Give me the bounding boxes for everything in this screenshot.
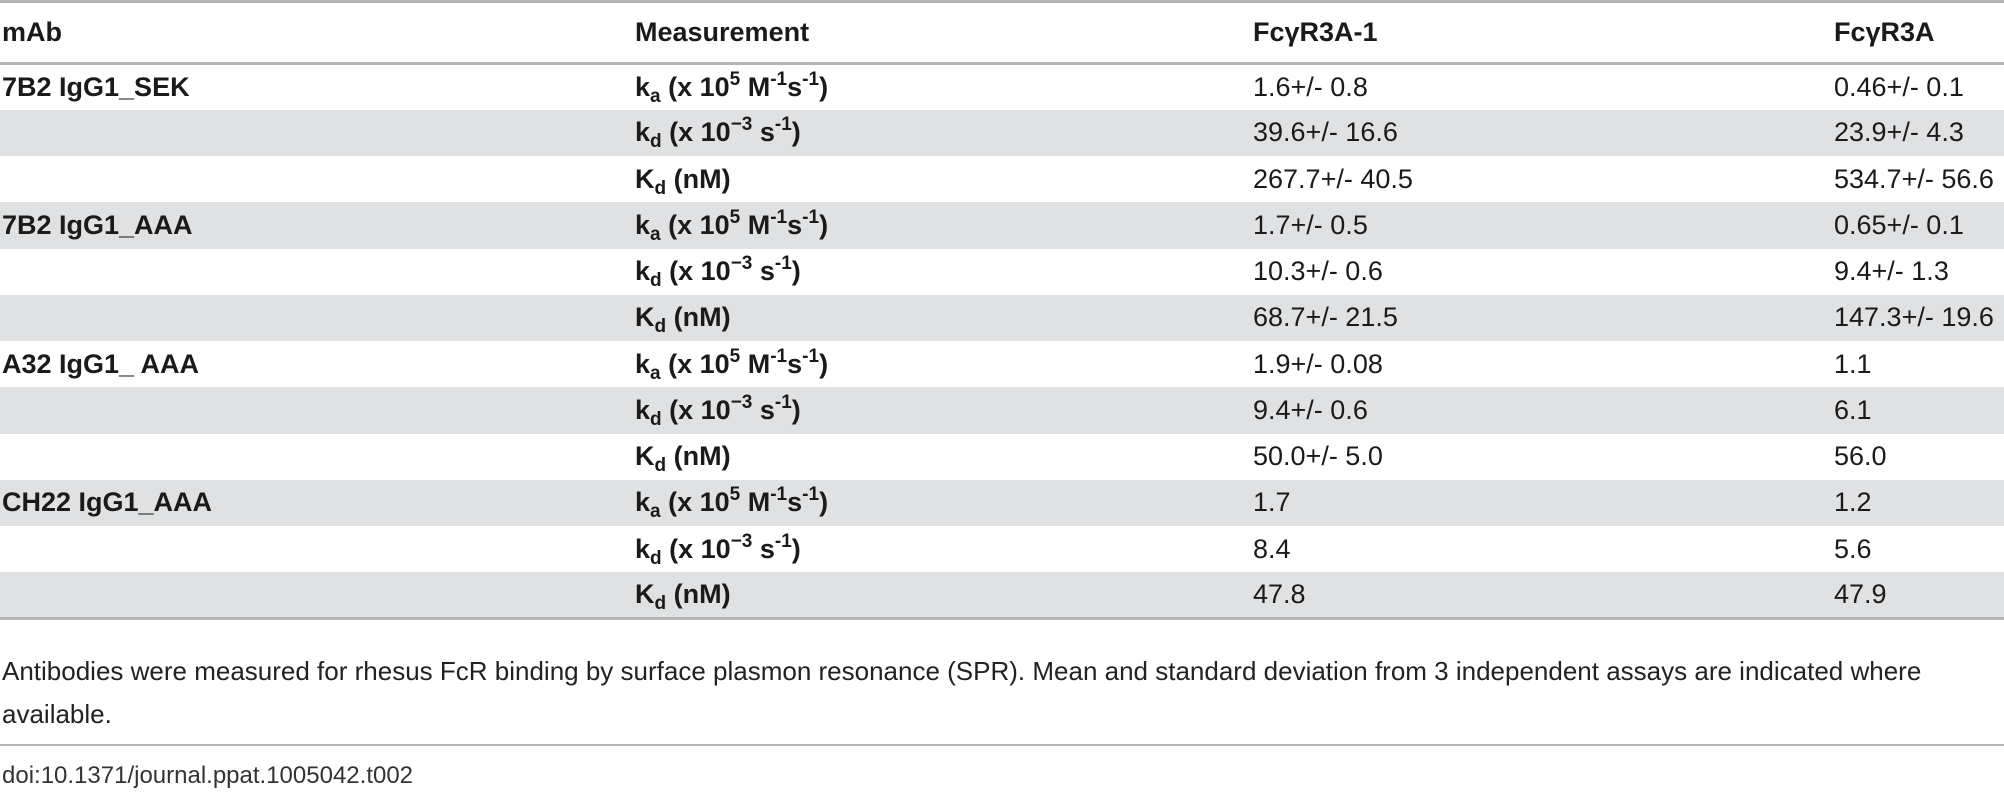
- cell-mab: [0, 572, 633, 618]
- cell-receptor-1-value: 1.7+/- 0.5: [1253, 209, 1368, 240]
- cell-receptor-2-value: 147.3+/- 19.6: [1834, 302, 1994, 333]
- measure-symbol: K: [635, 163, 655, 194]
- measure-symbol: k: [635, 209, 651, 240]
- doi-label: doi:10.1371/journal.ppat.1005042.t002: [2, 762, 414, 789]
- measure-symbol: k: [635, 394, 651, 425]
- table-row: [0, 202, 2004, 248]
- measure-unit-a: (nM): [666, 441, 731, 472]
- measure-sup-3: -1: [802, 345, 820, 367]
- measure-sup-1: −3: [730, 114, 753, 136]
- cell-measurement: [633, 341, 1251, 387]
- measure-sup-2: -1: [770, 345, 788, 367]
- measure-sup-2: -1: [774, 114, 792, 136]
- table-header: [0, 2, 2004, 64]
- cell-receptor-1-value: 68.7+/- 21.5: [1253, 302, 1398, 333]
- cell-receptor-2-value: 47.9: [1834, 579, 1887, 610]
- measure-subscript: a: [650, 85, 661, 107]
- measure-sup-1: −3: [730, 530, 753, 552]
- cell-receptor-2-value: 1.2: [1834, 487, 1872, 518]
- table-row: [0, 434, 2004, 480]
- measure-symbol: k: [635, 71, 651, 102]
- measure-unit-a: (x 10: [661, 394, 731, 425]
- measure-subscript: d: [654, 316, 667, 338]
- table-row: [0, 64, 2004, 110]
- measure-unit-b: s: [752, 117, 775, 148]
- table-row: [0, 249, 2004, 295]
- measure-symbol: k: [635, 533, 651, 564]
- measure-subscript: d: [650, 408, 662, 430]
- measure-sup-1: −3: [730, 253, 753, 275]
- measure-unit-d: ): [819, 209, 829, 240]
- measure-unit-b: M: [740, 487, 771, 518]
- cell-measurement: [633, 526, 1251, 572]
- measure-symbol: K: [635, 441, 655, 472]
- measure-subscript: a: [650, 223, 661, 245]
- cell-receptor-2-value: 534.7+/- 56.6: [1834, 163, 1994, 194]
- cell-receptor-2-value: 23.9+/- 4.3: [1834, 117, 1964, 148]
- measure-unit-c: s: [787, 71, 803, 102]
- measure-unit-d: ): [819, 487, 829, 518]
- measure-unit-c: ): [791, 256, 801, 287]
- cell-receptor-2-value: 6.1: [1834, 394, 1872, 425]
- cell-receptor-1-value: 8.4: [1253, 533, 1291, 564]
- measure-unit-a: (x 10: [660, 487, 730, 518]
- cell-mab: 7B2 IgG1_AAA: [2, 209, 193, 240]
- measure-sup-1: −3: [730, 391, 753, 413]
- cell-receptor-2-value: 56.0: [1834, 441, 1887, 472]
- measure-sup-1: 5: [729, 68, 741, 90]
- measure-subscript: d: [654, 455, 667, 477]
- measure-subscript: d: [654, 593, 667, 615]
- cell-measurement: [633, 572, 1251, 618]
- cell-mab: [0, 110, 633, 156]
- measure-sup-2: -1: [770, 68, 788, 90]
- measure-subscript: d: [650, 131, 662, 153]
- cell-receptor-1-value: 1.9+/- 0.08: [1253, 348, 1383, 379]
- measure-sup-1: 5: [729, 484, 741, 506]
- measure-subscript: d: [654, 177, 667, 199]
- measure-unit-b: s: [752, 533, 775, 564]
- cell-receptor-2-value: 5.6: [1834, 533, 1872, 564]
- measure-sup-2: -1: [770, 484, 788, 506]
- table-row: [0, 110, 2004, 156]
- cell-mab: A32 IgG1_ AAA: [2, 348, 200, 379]
- cell-mab: CH22 IgG1_AAA: [2, 487, 213, 518]
- cell-measurement: [633, 110, 1251, 156]
- cell-receptor-1-value: 39.6+/- 16.6: [1253, 117, 1398, 148]
- table-body: [0, 64, 2004, 619]
- measure-symbol: K: [635, 579, 655, 610]
- measure-unit-b: s: [752, 394, 775, 425]
- measure-unit-a: (x 10: [661, 117, 731, 148]
- measure-sup-2: -1: [774, 391, 792, 413]
- measure-symbol: k: [635, 348, 651, 379]
- measure-sup-3: -1: [802, 68, 820, 90]
- table-row: [0, 156, 2004, 202]
- header-row: [0, 2, 2004, 64]
- measure-sup-3: -1: [802, 206, 820, 228]
- header-receptor-1: FcγR3A-1: [1253, 17, 1378, 47]
- cell-mab: [0, 434, 633, 480]
- table-row: [0, 341, 2004, 387]
- measure-unit-a: (x 10: [661, 256, 731, 287]
- cell-mab: [0, 295, 633, 341]
- cell-mab: [0, 249, 633, 295]
- measure-unit-a: (x 10: [660, 71, 730, 102]
- cell-receptor-2-value: 0.65+/- 0.1: [1834, 209, 1964, 240]
- cell-receptor-1-value: 1.7: [1253, 487, 1291, 518]
- measure-unit-a: (x 10: [660, 348, 730, 379]
- header-measurement: Measurement: [635, 17, 810, 47]
- cell-receptor-1-value: 47.8: [1253, 579, 1306, 610]
- measure-unit-a: (nM): [666, 579, 731, 610]
- measure-sup-2: -1: [774, 530, 792, 552]
- table-row: [0, 526, 2004, 572]
- measure-unit-c: s: [787, 487, 803, 518]
- measure-sup-1: 5: [729, 206, 741, 228]
- cell-mab: [0, 156, 633, 202]
- measure-unit-a: (x 10: [660, 209, 730, 240]
- measure-sup-2: -1: [770, 206, 788, 228]
- measure-unit-b: M: [740, 209, 771, 240]
- measure-subscript: a: [650, 501, 661, 523]
- table-row: [0, 480, 2004, 526]
- cell-mab: 7B2 IgG1_SEK: [2, 71, 190, 102]
- cell-measurement: [633, 295, 1251, 341]
- cell-measurement: [633, 249, 1251, 295]
- measure-unit-c: ): [791, 394, 801, 425]
- cell-measurement: [633, 202, 1251, 248]
- cell-receptor-1-value: 267.7+/- 40.5: [1253, 163, 1413, 194]
- cell-mab: [0, 387, 633, 433]
- cell-measurement: [633, 156, 1251, 202]
- measure-unit-c: ): [791, 533, 801, 564]
- measure-unit-a: (nM): [666, 302, 731, 333]
- cell-receptor-1-value: 10.3+/- 0.6: [1253, 256, 1383, 287]
- cell-measurement: [633, 480, 1251, 526]
- measure-unit-c: ): [791, 117, 801, 148]
- measure-unit-c: s: [787, 209, 803, 240]
- measure-unit-d: ): [819, 348, 829, 379]
- table-row: [0, 295, 2004, 341]
- measure-subscript: d: [650, 547, 662, 569]
- measure-sup-1: 5: [729, 345, 741, 367]
- measure-unit-b: s: [752, 256, 775, 287]
- cell-mab: [0, 526, 633, 572]
- table-row: [0, 572, 2004, 618]
- measure-unit-b: M: [740, 71, 771, 102]
- cell-receptor-1-value: 9.4+/- 0.6: [1253, 394, 1368, 425]
- measure-sup-3: -1: [802, 484, 820, 506]
- measure-sup-2: -1: [774, 253, 792, 275]
- cell-receptor-1-value: 1.6+/- 0.8: [1253, 71, 1368, 102]
- measure-symbol: K: [635, 302, 655, 333]
- cell-measurement: [633, 64, 1251, 110]
- divider: [0, 744, 2004, 746]
- table-footnote: Antibodies were measured for rhesus FcR binding by surface plasmon resonance (SPR). Mean and standard deviation from 3 independent assays are indicated where available.: [2, 656, 1922, 729]
- measure-unit-b: M: [740, 348, 771, 379]
- measure-symbol: k: [635, 256, 651, 287]
- cell-receptor-2-value: 0.46+/- 0.1: [1834, 71, 1964, 102]
- measure-symbol: k: [635, 117, 651, 148]
- table-row: [0, 387, 2004, 433]
- header-receptor-2: FcγR3A: [1834, 17, 1935, 47]
- cell-measurement: [633, 387, 1251, 433]
- measure-unit-a: (x 10: [661, 533, 731, 564]
- measure-unit-c: s: [787, 348, 803, 379]
- header-mab: mAb: [2, 17, 62, 47]
- measure-subscript: a: [650, 362, 661, 384]
- cell-receptor-2-value: 1.1: [1834, 348, 1872, 379]
- measure-subscript: d: [650, 270, 662, 292]
- measure-symbol: k: [635, 487, 651, 518]
- measure-unit-a: (nM): [666, 163, 731, 194]
- cell-measurement: [633, 434, 1251, 480]
- cell-receptor-1-value: 50.0+/- 5.0: [1253, 441, 1383, 472]
- cell-receptor-2-value: 9.4+/- 1.3: [1834, 256, 1949, 287]
- measure-unit-d: ): [819, 71, 829, 102]
